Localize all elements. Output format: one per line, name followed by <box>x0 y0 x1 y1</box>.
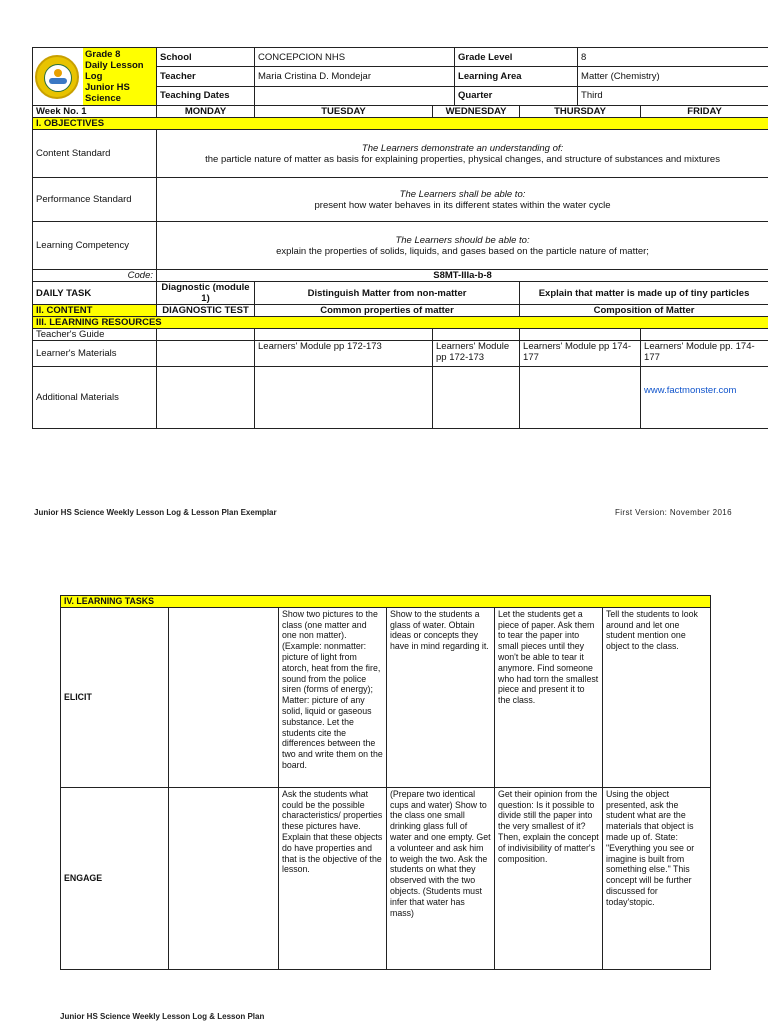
tg-monday <box>157 329 255 341</box>
content-thu-fri: Composition of Matter <box>520 305 768 317</box>
daily-task-tue-wed: Distinguish Matter from non-matter <box>255 282 520 305</box>
learning-area-value: Matter (Chemistry) <box>578 67 768 86</box>
grade-level-label: Grade Level <box>455 48 578 67</box>
content-heading: II. CONTENT <box>33 305 157 317</box>
teacher-value: Maria Cristina D. Mondejar <box>255 67 455 86</box>
elicit-friday: Tell the students to look around and let one student mention one object to the class. <box>603 607 711 787</box>
daily-lesson-log-table <box>32 47 768 429</box>
factmonster-link[interactable]: www.factmonster.com <box>641 367 768 429</box>
tg-friday <box>641 329 768 341</box>
footer-title: Junior HS Science Weekly Lesson Log & Lesson Plan Exemplar <box>34 508 277 517</box>
content-standard-text: the particle nature of matter as basis for explaining properties, physical changes, and structure of substances and mixtures <box>205 153 720 165</box>
performance-standard-intro: The Learners shall be able to: <box>399 188 526 200</box>
learning-competency-text: explain the properties of solids, liquids, and gases based on the particle nature of matter; <box>276 245 649 257</box>
learning-tasks-table <box>60 595 711 970</box>
quarter-value: Third <box>578 86 768 105</box>
engage-monday <box>169 787 279 969</box>
day-thursday: THURSDAY <box>520 106 641 118</box>
performance-standard-label: Performance Standard <box>33 178 157 222</box>
am-monday <box>157 367 255 429</box>
engage-wednesday: (Prepare two identical cups and water) Show to the class one small drinking glass full of water and one empty. Get a volunteer and ask him to weigh the two. Ask the students on what they observed with the two objects. (Students must infer that water has mass) <box>387 787 495 969</box>
teaching-dates-label: Teaching Dates <box>157 86 255 105</box>
log-title: Daily Lesson Log <box>85 60 144 82</box>
objectives-heading: I. OBJECTIVES <box>33 118 768 130</box>
learning-tasks-heading: IV. LEARNING TASKS <box>61 596 711 608</box>
tg-wednesday <box>433 329 520 341</box>
lm-friday: Learners' Module pp. 174-177 <box>641 341 768 367</box>
content-tue-wed: Common properties of matter <box>255 305 520 317</box>
code-value: S8MT-IIIa-b-8 <box>157 270 768 282</box>
performance-standard-cell <box>157 178 768 222</box>
learning-competency-intro: The Learners should be able to: <box>395 234 530 246</box>
performance-standard-text: present how water behaves in its different states within the water cycle <box>314 199 611 211</box>
lm-wednesday: Learners' Module pp 172-173 <box>433 341 520 367</box>
quarter-label: Quarter <box>455 86 578 105</box>
engage-tuesday: Ask the students what could be the possible characteristics/ properties these pictures have. Explain that these objects do have properties and that is the objective of the lesson. <box>279 787 387 969</box>
am-thursday <box>520 367 641 429</box>
footer-title-2: Junior HS Science Weekly Lesson Log & Lesson Plan <box>60 1012 265 1021</box>
school-value: CONCEPCION NHS <box>255 48 455 67</box>
header-title-cell <box>33 48 157 106</box>
teachers-guide-label: Teacher's Guide <box>33 329 157 341</box>
am-tuesday <box>255 367 433 429</box>
tg-tuesday <box>255 329 433 341</box>
engage-label: ENGAGE <box>61 787 169 969</box>
learners-materials-label: Learner's Materials <box>33 341 157 367</box>
engage-friday: Using the object presented, ask the student what are the materials that object is made up of. State: "Everything you see or imagine is built from something else." This concept will be further discussed for today'stopic. <box>603 787 711 969</box>
learning-competency-label: Learning Competency <box>33 222 157 270</box>
footer-version: First Version: November 2016 <box>614 508 732 517</box>
day-monday: MONDAY <box>157 106 255 118</box>
learning-competency-cell <box>157 222 768 270</box>
teacher-label: Teacher <box>157 67 255 86</box>
school-label: School <box>157 48 255 67</box>
day-wednesday: WEDNESDAY <box>433 106 520 118</box>
grade-level-value: 8 <box>578 48 768 67</box>
day-tuesday: TUESDAY <box>255 106 433 118</box>
engage-thursday: Get their opinion from the question: Is it possible to divide still the paper into the very smallest of it? Then, explain the concept of indivisibility of matter's composition. <box>495 787 603 969</box>
content-standard-cell <box>157 130 768 178</box>
elicit-tuesday: Show two pictures to the class (one matter and one non matter). (Example: nonmatter: picture of light from atorch, heat from the fire, sound from the police siren (forms of energy); Matter: picture of any solid, liquid or gaseous substance. Let the students cite the differences between the two and write them on the board. <box>279 607 387 787</box>
learning-area-label: Learning Area <box>455 67 578 86</box>
daily-task-monday: Diagnostic (module 1) <box>157 282 255 305</box>
elicit-wednesday: Show to the students a glass of water. Obtain ideas or concepts they have in mind regarding it. <box>387 607 495 787</box>
daily-task-label: DAILY TASK <box>33 282 157 305</box>
lm-thursday: Learners' Module pp 174-177 <box>520 341 641 367</box>
tg-thursday <box>520 329 641 341</box>
lm-monday <box>157 341 255 367</box>
day-friday: FRIDAY <box>641 106 768 118</box>
elicit-monday <box>169 607 279 787</box>
teaching-dates-value <box>255 86 455 105</box>
week-label: Week No. 1 <box>33 106 157 118</box>
content-standard-label: Content Standard <box>33 130 157 178</box>
learning-resources-heading: III. LEARNING RESOURCES <box>33 317 768 329</box>
school-seal-icon <box>35 55 79 99</box>
elicit-thursday: Let the students get a piece of paper. Ask them to tear the paper into small pieces until they won't be able to tear it anymore. Find someone who had torn the smallest piece and present it to the class. <box>495 607 603 787</box>
am-wednesday <box>433 367 520 429</box>
content-monday: DIAGNOSTIC TEST <box>157 305 255 317</box>
additional-materials-label: Additional Materials <box>33 367 157 429</box>
daily-task-thu-fri: Explain that matter is made up of tiny particles <box>520 282 768 305</box>
elicit-label: ELICIT <box>61 607 169 787</box>
lm-tuesday: Learners' Module pp 172-173 <box>255 341 433 367</box>
grade-label: Grade 8 <box>85 49 121 60</box>
code-label: Code: <box>33 270 157 282</box>
content-standard-intro: The Learners demonstrate an understanding of: <box>361 142 564 154</box>
subject-label: Junior HS Science <box>85 82 130 104</box>
